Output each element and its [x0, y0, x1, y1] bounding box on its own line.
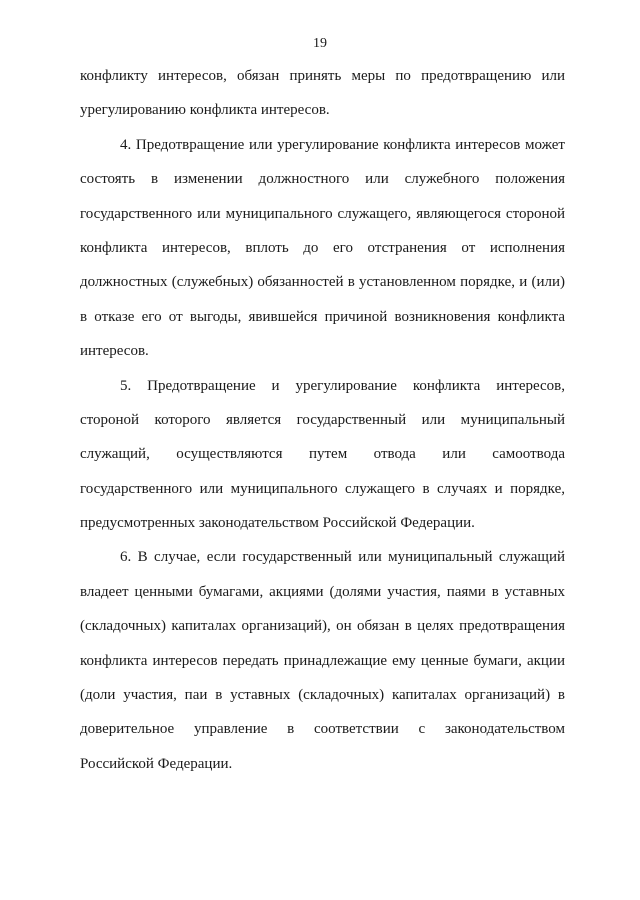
text-line: интересов.	[80, 343, 149, 360]
paragraph-6	[80, 540, 565, 781]
text-line: владеет ценными бумагами, акциями (долями участия, паями в уставных	[80, 583, 565, 600]
text-line: Российской Федерации.	[80, 755, 233, 772]
text-line: в отказе его от выгоды, явившейся причиной возникновения конфликта	[80, 308, 565, 325]
text-line: предусмотренных законодательством Российской Федерации.	[80, 515, 475, 532]
text-line: (складочных) капиталах организаций), он обязан в целях предотвращения	[80, 618, 565, 635]
text-line: состоять в изменении должностного или служебного положения	[80, 171, 565, 188]
text-line: урегулированию конфликта интересов.	[80, 102, 330, 119]
page-number: 19	[313, 36, 327, 51]
text-line: доверительное управление в соответствии с законодательством	[80, 721, 565, 738]
text-line: конфликту интересов, обязан принять меры по предотвращению или	[80, 68, 565, 84]
text-line: служащий, осуществляются путем отвода или самоотвода	[80, 446, 565, 463]
text-line: государственного или муниципального служащего, являющегося стороной	[80, 205, 565, 222]
text-line: конфликта интересов передать принадлежащие ему ценные бумаги, акции	[80, 652, 565, 669]
paragraph-continuation	[80, 59, 565, 128]
text-line: стороной которого является государственный или муниципальный	[80, 411, 565, 428]
paragraph-5	[80, 369, 565, 541]
paragraph-4	[80, 128, 565, 369]
text-line: 4. Предотвращение или урегулирование конфликта интересов может	[120, 136, 565, 153]
text-line: 5. Предотвращение и урегулирование конфликта интересов,	[120, 377, 565, 394]
text-line: (доли участия, паи в уставных (складочных) капиталах организаций) в	[80, 687, 565, 704]
text-line: государственного или муниципального служащего в случаях и порядке,	[80, 480, 565, 497]
text-line: должностных (служебных) обязанностей в установленном порядке, и (или)	[80, 274, 565, 291]
text-line: конфликта интересов, вплоть до его отстранения от исполнения	[80, 239, 565, 256]
text-line: 6. В случае, если государственный или муниципальный служащий	[120, 549, 565, 566]
document-body	[80, 59, 565, 781]
